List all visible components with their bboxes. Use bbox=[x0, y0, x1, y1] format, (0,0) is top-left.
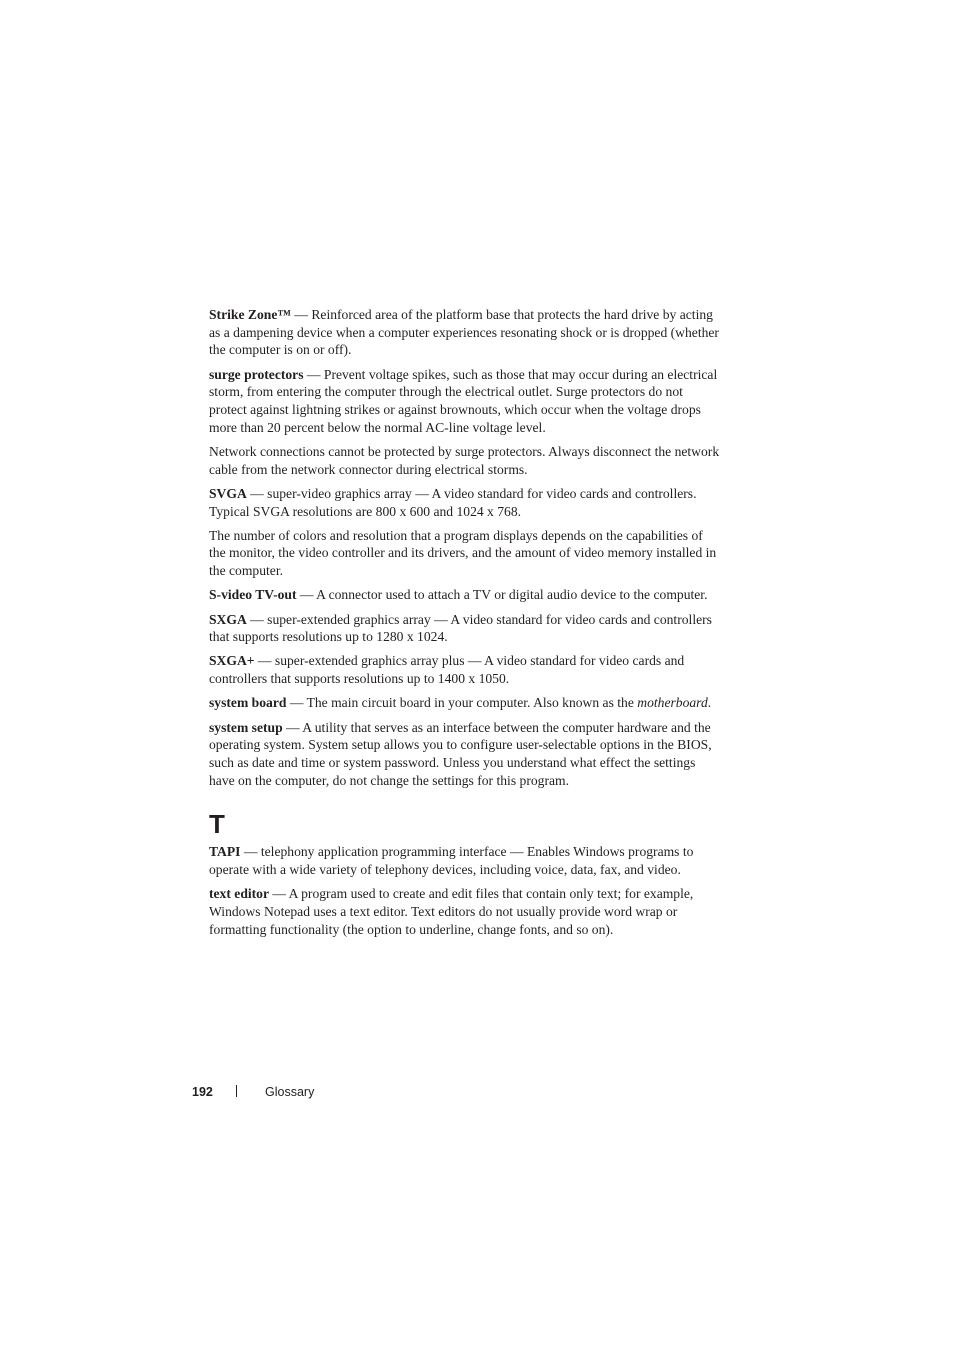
glossary-punctuation: . bbox=[707, 695, 712, 711]
glossary-definition: — A utility that serves as an interface between the computer hardware and the operating system. System setup allows you to configure user-selectable options in the BIOS, such as date and time or system password. Unless you understand what effect the settings have on the computer, do not change the settings for this program. bbox=[209, 719, 712, 788]
section-heading-letter: T bbox=[209, 809, 225, 840]
glossary-term: SXGA+ bbox=[209, 653, 255, 669]
glossary-definition: — super-extended graphics array plus — A video standard for video cards and controllers that supports resolutions up to 1400 x 1050. bbox=[209, 653, 685, 687]
glossary-term: TAPI bbox=[209, 844, 241, 860]
footer-section-name: Glossary bbox=[265, 1085, 315, 1099]
glossary-term: system board bbox=[209, 695, 287, 711]
glossary-entry-text-editor bbox=[209, 885, 721, 938]
glossary-term: text editor bbox=[209, 886, 270, 902]
glossary-paragraph bbox=[209, 527, 721, 580]
glossary-term: SXGA bbox=[209, 611, 247, 627]
glossary-definition: Network connections cannot be protected by surge protectors. Always disconnect the network cable from the network connector during electrical storms. bbox=[209, 443, 720, 477]
glossary-definition: — Reinforced area of the platform base that protects the hard drive by acting as a dampening device when a computer experiences resonating shock or is dropped (whether the computer is on or off). bbox=[209, 307, 719, 358]
glossary-definition: — Prevent voltage spikes, such as those that may occur during an electrical storm, from entering the computer through the electrical outlet. Surge protectors do not protect against lightning strikes or against brownouts, which occur when the voltage drops more than 20 percent below the normal AC-line voltage level. bbox=[209, 366, 718, 435]
page-footer bbox=[192, 1083, 314, 1101]
glossary-term: Strike Zone™ bbox=[209, 307, 291, 322]
footer-divider bbox=[236, 1085, 237, 1097]
glossary-definition: — telephony application programming interface — Enables Windows programs to operate with a wide variety of telephony devices, including voice, data, fax, and video. bbox=[209, 844, 694, 878]
glossary-entry-tapi bbox=[209, 843, 721, 878]
glossary-entry-sxga-plus bbox=[209, 652, 721, 687]
glossary-paragraph bbox=[209, 443, 721, 478]
glossary-content bbox=[209, 306, 721, 945]
glossary-definition: — super-video graphics array — A video standard for video cards and controllers. Typical SVGA resolutions are 800 x 600 and 1024 x 768. bbox=[209, 485, 697, 519]
glossary-definition: — The main circuit board in your computer. Also known as the bbox=[286, 695, 638, 711]
glossary-entry-svga bbox=[209, 485, 721, 520]
glossary-definition: — A connector used to attach a TV or digital audio device to the computer. bbox=[296, 587, 708, 603]
glossary-term: surge protectors bbox=[209, 366, 304, 382]
glossary-italic-term: motherboard bbox=[637, 695, 708, 711]
glossary-entry-strike-zone bbox=[209, 306, 721, 359]
glossary-entry-system-board bbox=[209, 694, 721, 712]
glossary-term: system setup bbox=[209, 719, 283, 735]
glossary-entry-s-video bbox=[209, 586, 721, 604]
glossary-definition: The number of colors and resolution that a program displays depends on the capabilities of the monitor, the video controller and its drivers, and the amount of video memory installed in the computer. bbox=[209, 527, 717, 579]
glossary-term: S-video TV-out bbox=[209, 587, 297, 603]
glossary-term: SVGA bbox=[209, 485, 247, 501]
glossary-entry-surge-protectors bbox=[209, 366, 721, 437]
glossary-entry-sxga bbox=[209, 611, 721, 646]
glossary-definition: — super-extended graphics array — A video standard for video cards and controllers that supports resolutions up to 1280 x 1024. bbox=[209, 611, 712, 645]
page-number: 192 bbox=[192, 1085, 213, 1099]
glossary-definition: — A program used to create and edit files that contain only text; for example, Windows Notepad uses a text editor. Text editors do not usually provide word wrap or formatting functionality (the option to underline, change fonts, and so on). bbox=[209, 886, 694, 937]
glossary-entry-system-setup bbox=[209, 719, 721, 790]
